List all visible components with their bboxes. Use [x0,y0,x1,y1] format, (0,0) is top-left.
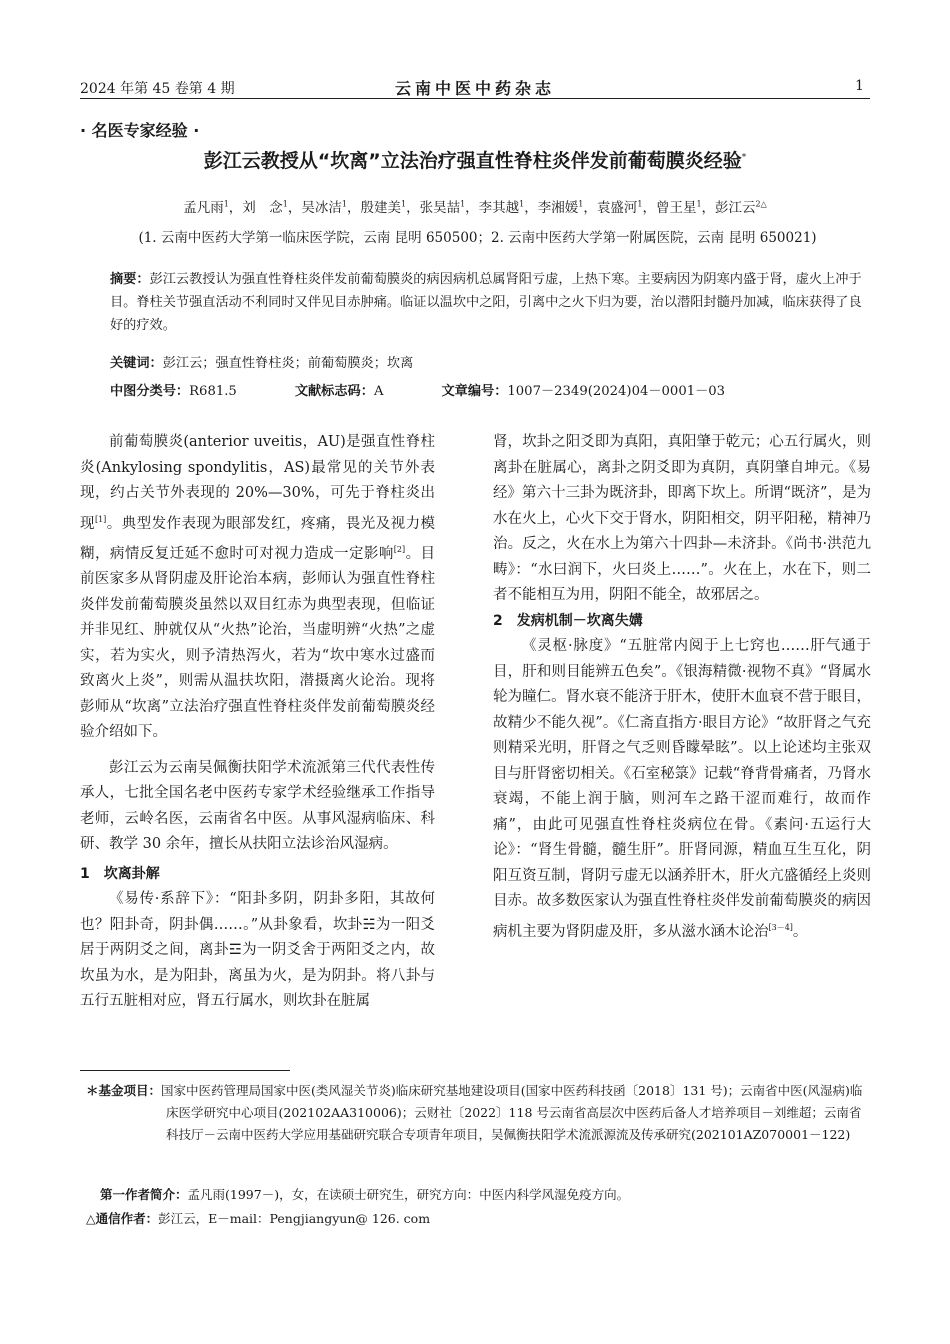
body-paragraph [493,634,871,945]
section-heading: 1 坎离卦解 [80,865,160,882]
body-paragraph: 《易传·系辞下》：“阳卦多阴，阴卦多阳，其故何也？阳卦奇，阴卦偶……。”从卦象看，坎卦☵为一阳爻居于两阴爻之间，离卦☲为一阴爻舍于两阳爻之内，故坎虽为水，是为阳卦，离虽为火，是为阴卦。将八卦与五行五脏相对应，肾五行属水，则坎卦在脏属 [80,891,435,1010]
header-rule [80,98,870,99]
author-name: 刘 念 [242,200,283,216]
affiliations: (1. 云南中医药大学第一临床医学院，云南 昆明 650500；2. 云南中医药大学第一附属医院，云南 昆明 650021) [138,230,817,246]
author-affiliation-mark: 1 [460,199,466,209]
abstract-text: 彭江云教授认为强直性脊柱炎伴发前葡萄膜炎的病因病机总属肾阳亏虚，上热下寒。主要病因为阴寒内盛于肾，虚火上冲于目。脊柱关节强直活动不利同时又伴见目赤肿痛。临证以温坎中之阳，引离中之火下归为要，治以潜阳封髓丹加减，临床获得了良好的疗效。 [110,272,862,333]
first-author-label: 第一作者简介： [100,1187,188,1202]
author-name: 李湘媛 [537,200,579,216]
author-name: 李其越 [478,200,520,216]
footnote-rule [80,1070,290,1071]
citation: [1] [94,514,107,524]
abstract [110,268,870,337]
author-affiliation-mark: 1 [341,199,347,209]
abstract-label: 摘要： [110,272,150,287]
keywords-text: 彭江云；强直性脊柱炎；前葡萄膜炎；坎离 [162,356,414,371]
article-number-label: 文章编号： [441,384,508,399]
first-author-text: 孟凡雨(1997－)，女，在读硕士研究生，研究方向：中医内科学风湿免疫方向。 [187,1187,630,1202]
clc-value: R681.5 [189,384,237,399]
body-paragraph [80,430,435,746]
author-affiliation-mark: 1 [223,199,229,209]
fund-footnote [86,1080,871,1146]
author-name: 彭江云 [715,200,756,216]
corresponding-author-footnote [86,1208,876,1230]
issue-info: 2024 年第 45 卷第 4 期 [80,81,235,97]
paragraph-text: 。目前医家多从肾阴虚及肝论治本病，彭师认为强直性脊柱炎伴发前葡萄膜炎虽然以双目红赤为典型表现，但临证并非见红、肿就仅从“火热”论治，当虚明辨“火热”之虚实，若为实火，则予清热泻火，若为“坎中寒水过盛而致离火上炎”，则需从温扶坎阳，潜摄离火论治。现将彭师从“坎离”立法治疗强直性脊柱炎伴发前葡萄膜炎经验介绍如下。 [80,545,436,741]
paragraph-text: 。 [792,923,808,940]
classification-line [110,380,725,399]
doc-code-label: 文献标志码： [294,384,374,399]
article-title [0,146,950,173]
author-affiliation-mark: 1 [696,199,702,209]
body-paragraph: 彭江云为云南吴佩衡扶阳学术流派第三代代表性传承人，七批全国名老中医药专家学术经验继承工作指导老师，云岭名医，云南省名中医。从事风湿病临床、科研、教学 30 余年，擅长从扶阳立法诊治风湿病。 [80,759,435,853]
paragraph-text: 《灵枢·脉度》“五脏常内阅于上七窍也……肝气通于目，肝和则目能辨五色矣”。《银海精微·视物不真》“肾属水轮为瞳仁。肾水衰不能济于肝木，使肝木血衰不营于眼目，故精少不能久视”。《仁斋直指方·眼目方论》“故肝肾之气充则精采光明，肝肾之气乏则昏矇晕眩”。以上论述均主张双目与肝肾密切相关。《石室秘箓》记载“脊背骨痛者，乃肾水衰竭，不能上润于脑，则河车之路干涩而难行，故而作痛”，由此可见强直性脊柱炎病位在骨。《素问·五运行大论》：“肾生骨髓，髓生肝”。肝肾同源，精血互生互化，阴阳互资互制，肾阴亏虚无以涵养肝木，肝火亢盛循经上炎则目赤。故多数医家认为强直性脊柱炎伴发前葡萄膜炎的病因病机主要为肾阴虚及肝，多从滋水涵木论治 [493,638,871,940]
author-name: 袁盛河 [596,200,638,216]
author-name: 张昊喆 [419,200,461,216]
keywords [110,352,413,371]
body-column-left [80,430,435,1015]
article-number-value: 1007－2349(2024)04－0001－03 [507,384,726,399]
corresponding-label: △通信作者： [86,1211,159,1226]
paragraph-text: 。典型发作表现为眼部发红，疼痛，畏光及视力模糊，病情反复迁延不愈时可对视力造成一定影响 [80,515,436,562]
author-list: 孟凡雨$^1$，刘 念$^1$，吴冰洁$^1$，殷建美$^1$，张昊喆$^1$，李其越$^1$，李湘媛$^1$，袁盛河$^1$，曾王星$^1$，彭江云$^{2\triangle}$ [183,199,767,216]
section-tag: · 名医专家经验 · [80,121,200,140]
page-number: 1 [855,78,864,94]
doc-code-value: A [373,384,384,399]
author-affiliation-mark: 1 [578,199,584,209]
paragraph-text: 前葡萄膜炎(anterior uveitis，AU)是强直性脊柱炎(Ankylosing spondylitis，AS)最常见的关节外表现，约占关节外表现的 20%—30%，可先于脊柱炎出现 [80,434,435,532]
author-name: 曾王星 [655,200,697,216]
author-affiliation-mark: 1 [519,199,525,209]
citation: [2] [393,544,406,554]
corresponding-text: 彭江云，E－mail：Pengjiangyun@ 126. com [158,1211,431,1226]
title-footnote-mark: * [741,152,747,163]
fund-text: 国家中医药管理局国家中医(类风湿关节炎)临床研究基地建设项目(国家中医药科技函〔2018〕131 号)；云南省中医(风湿病)临床医学研究中心项目(202102AA310006)；云财社〔2022〕118 号云南省高层次中医药后备人才培养项目－刘维超；云南省科技厅－云南中医药大学应用基础研究联合专项青年项目，吴佩衡扶阳学术流派源流及传承研究(202101AZ070001－122) [161,1083,863,1142]
section-heading: 2 发病机制－坎离失媾 [493,612,643,629]
citation: [3－4] [768,922,793,932]
author-name: 吴冰洁 [301,200,342,216]
keywords-label: 关键词： [110,356,163,371]
body-column-right [493,430,871,945]
first-author-footnote [100,1184,890,1206]
journal-name: 云南中医中药杂志 [394,79,555,98]
body-paragraph: 肾，坎卦之阳爻即为真阳，真阳肇于乾元；心五行属火，则离卦在脏属心，离卦之阴爻即为真阴，真阴肇自坤元。《易经》第六十三卦为既济卦，即离下坎上。所谓“既济”，是为水在火上，心火下交于肾水，阴阳相交，阴平阳秘，精神乃治。反之，火在水上为第六十四卦—未济卦。《尚书·洪范九畴》：“水曰润下，火曰炎上……”。火在上，水在下，则二者不能相互为用，阴阳不能全，故邪居之。 [493,434,871,603]
author-affiliation-mark: 2△ [755,199,767,209]
clc-label: 中图分类号： [110,384,190,399]
author-affiliation-mark: 1 [637,199,643,209]
title-text: 彭江云教授从“坎离”立法治疗强直性脊柱炎伴发前葡萄膜炎经验 [203,150,742,172]
author-affiliation-mark: 1 [282,199,288,209]
author-name: 殷建美 [360,200,401,216]
author-affiliation-mark: 1 [400,199,407,209]
author-name: 孟凡雨 [183,200,224,216]
fund-label: ＊基金项目： [86,1083,162,1098]
